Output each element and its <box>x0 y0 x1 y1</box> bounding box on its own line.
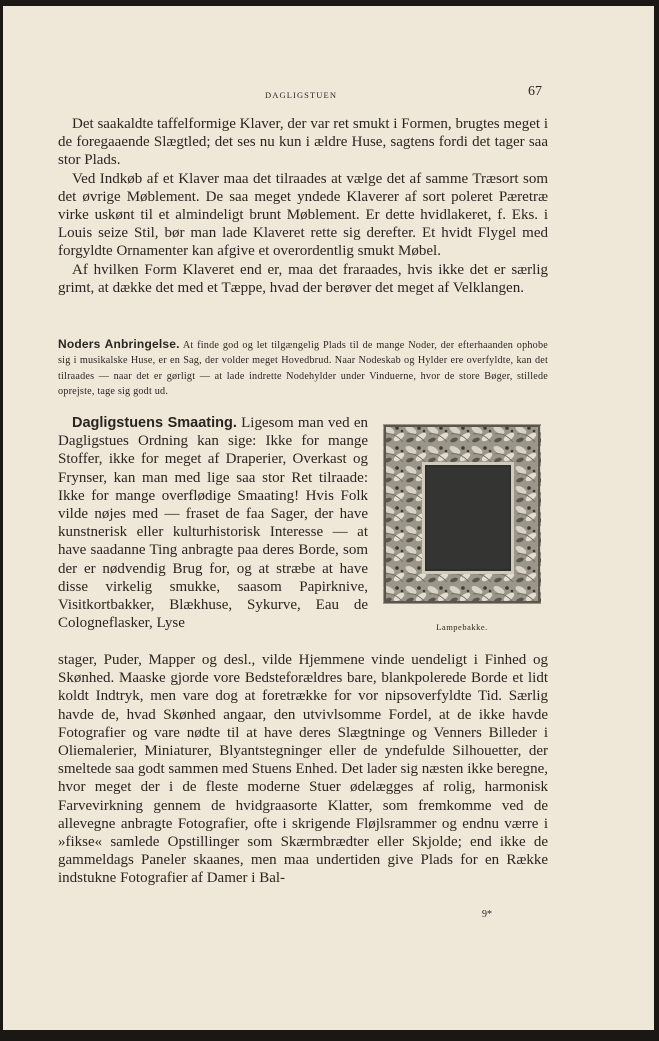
printer-signature: 9* <box>482 909 492 920</box>
smaating-text-narrow: Ligesom man ved en Dagligstues Ordning kan sige: Ikke for mange Stoffer, ikke for meget af Draperier, Overkast og Frynser, kan man med lige saa stor Ret tilraade: Ikke for mange overflødige Smaating! Hvis Folk vilde nøjes med — fraset de faa Sager, der have kunstnerisk eller kulturhistorisk Interesse — at have saadanne Ting anbragte paa deres Borde, som der er nødvendig Brug for, og at stræbe at have disse virkelig smukke, saasom Papirknive, Visitkortbakker, Blækhuse, Sykurve, Eau de Cologneflasker, Lyse <box>58 415 368 632</box>
paragraph-1: Det saakaldte taffelformige Klaver, der var ret smukt i Formen, brugtes meget i de foregaaende Slægtled; det ses nu kun i ældre Huse, sagtens fordi det tager saa stor Plads. <box>58 116 548 169</box>
noder-text: At finde god og let tilgængelig Plads til de mange Noder, der efterhaanden ophobe sig i musikalske Huse, er en Sag, der volder meget Hovedbrud. Naar Nodeskab og Hylder ere overfyldte, kan det tilraades — naar det er gørligt — at lade indrette Nodehylder under Vinduerne, hvor de store Bøger, stillede oprejste, tage sig godt ud. <box>58 340 548 398</box>
figure-caption: Lampebakke. <box>436 622 488 632</box>
noder-section <box>58 337 548 400</box>
smaating-heading: Dagligstuens Smaating. <box>72 415 237 431</box>
page-number: 67 <box>528 84 542 99</box>
page-header <box>3 84 654 104</box>
running-head: DAGLIGSTUEN <box>265 90 338 100</box>
noder-heading: Noders Anbringelse. <box>58 337 180 351</box>
paragraph-2: Ved Indkøb af et Klaver maa det tilraades at vælge det af samme Træsort som det øvrige Møblement. De saa meget yndede Klaverer af sort poleret Pæretræ virke uskønt til et almindeligt brunt Møblement. Er dette hvidlakeret, f. Eks. i Louis seize Stil, bør man lade Klaveret rette sig derefter. Et hvidt Flygel med forgyldte Ornamenter kan afgive et overordentlig smukt Møbel. <box>58 170 548 260</box>
paragraph-3: Af hvilken Form Klaveret end er, maa det fraraades, hvis ikke det er særlig grimt, at dække det med et Tæppe, hvad der berøver det meget af Velklangen. <box>58 261 548 296</box>
intro-paragraphs <box>58 115 548 297</box>
smaating-text-full: stager, Puder, Mapper og desl., vilde Hjemmene vinde uendeligt i Finhed og Skønhed. Maaske gjorde vore Bedsteforældres bare, blankpolerede Borde et lidt koldt Indtryk, men vare dog at foretrække for vor nipsoverfyldte Tid. Særlig havde de, hvad Skønhed angaar, den utvivlsomme Fordel, at de ikke havde Fotografier og vare nødte til at have deres Slægtninge og Venners Billeder i Oliemalerier, Miniaturer, Blyantstegninger eller de yndefulde Silhouetter, der smeltede saa godt sammen med Stuens Enhed. Det lader sig næsten ikke beregne, hvor meget der i de fleste moderne Stuer ødelægges af rolig, harmonisk Farvevirkning gennem de hvidgraasorte Klatter, som fremkomme ved de allevegne anbragte Fotografier, ofte i skrigende Fløjlsrammer og endnu værre i »fikse« samlede Opstillinger som Skærmbrædter eller Skjolde; end ikke de gammeldags Paneler skaanes, men maa undertiden give Plads for en Række indstukne Fotografier af Damer i Bal- <box>58 652 548 887</box>
lamp-tray-illustration <box>383 424 541 604</box>
smaating-section-full <box>58 651 548 888</box>
book-page <box>3 6 654 1030</box>
smaating-section-narrow <box>58 414 368 632</box>
